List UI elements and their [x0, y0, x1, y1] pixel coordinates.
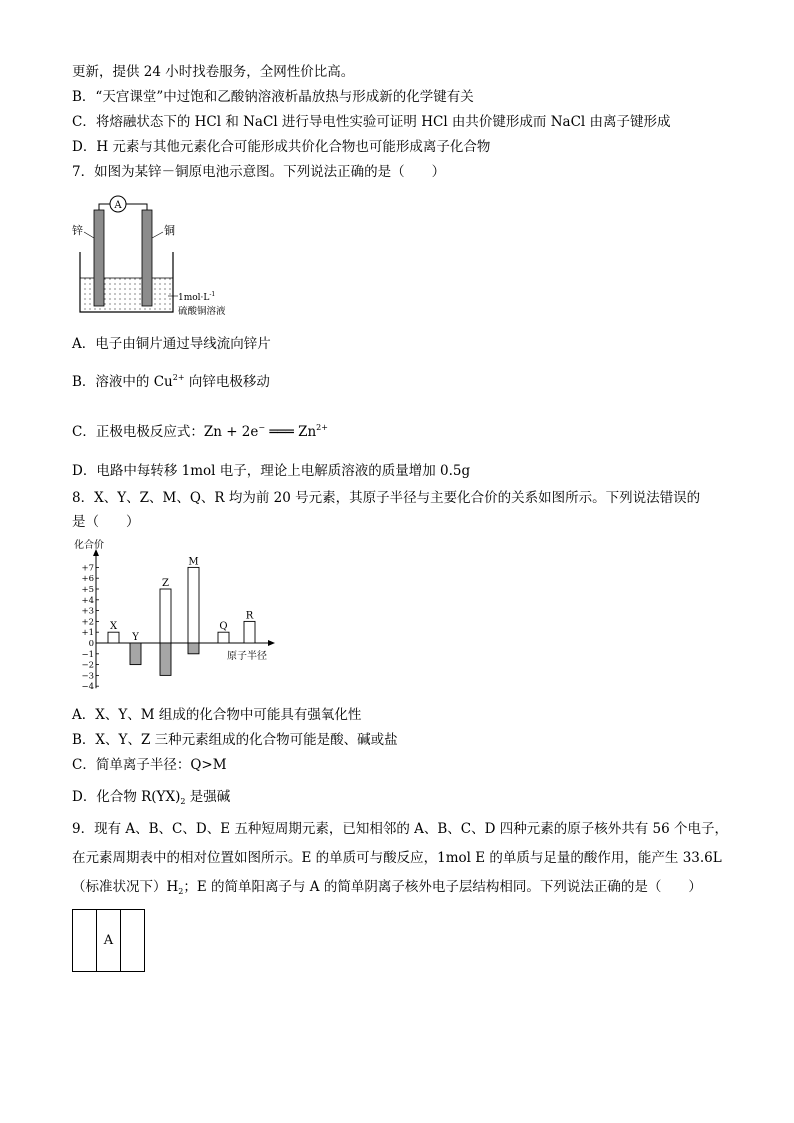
- bar-negative-z: [160, 643, 171, 675]
- galvanic-cell-figure: [68, 192, 248, 322]
- q7-c-pre: C．正极电极反应式：Zn + 2e: [72, 424, 259, 440]
- q8-option-a: A．X、Y、M 组成的化合物中可能具有强氧化性: [72, 707, 362, 723]
- concentration-label: $1mol\cdot L^{-1}$: [178, 291, 216, 303]
- y-tick-label: +2: [81, 617, 94, 628]
- q7-option-b: [72, 369, 270, 391]
- bar-positive-r: [244, 621, 255, 643]
- x-axis-arrow: [268, 640, 275, 646]
- q7-c-eq: ═══: [265, 424, 299, 440]
- element-label-m: M: [188, 556, 199, 568]
- y-tick-label: 0: [88, 639, 94, 649]
- copper-label: 铜: [164, 224, 175, 237]
- zinc-label: 锌: [72, 224, 83, 237]
- y-tick-label: +3: [81, 606, 94, 617]
- element-label-y: Y: [132, 632, 139, 643]
- bar-negative-m: [188, 643, 199, 654]
- y-axis-label: 化合价: [74, 540, 104, 551]
- y-tick-label: +1: [81, 628, 94, 639]
- bar-positive-m: [188, 567, 199, 643]
- q7-option-c: [72, 419, 328, 441]
- cell-wire: [99, 204, 110, 210]
- q8-option-b: B．X、Y、Z 三种元素组成的化合物可能是酸、碱或盐: [72, 732, 398, 748]
- q8-option-d: [72, 788, 230, 811]
- q9-line-2: 在元素周期表中的相对位置如图所示。E 的单质可与酸反应，1mol E 的单质与足量的酸作用，能产生 33.6L: [72, 850, 722, 866]
- copper-leader: [152, 232, 163, 238]
- q7-c-sup1: −: [258, 423, 266, 432]
- copper-electrode: [142, 210, 152, 306]
- periodic-position-table: [72, 909, 145, 972]
- zinc-leader: [84, 232, 94, 238]
- bar-negative-y: [130, 643, 141, 665]
- table-cell-a: A: [97, 910, 121, 971]
- valence-chart: [70, 536, 285, 696]
- bar-positive-x: [108, 632, 119, 643]
- q6-option-b: B．“天宫课堂”中过饱和乙酸钠溶液析晶放热与形成新的化学键有关: [72, 89, 474, 105]
- q9-l3-post: ；E 的简单阳离子与 A 的简单阴离子核外电子层结构相同。下列说法正确的是（ ）: [183, 879, 702, 895]
- q7-b-sup: 2+: [172, 373, 185, 382]
- q7-b-post: 向锌电极移动: [184, 374, 270, 390]
- element-label-r: R: [245, 610, 254, 622]
- y-tick-label: −2: [81, 660, 94, 671]
- q8-option-c: C．简单离子半径：Q>M: [72, 757, 227, 773]
- bar-positive-z: [160, 589, 171, 643]
- q8-d-sub: 2: [180, 797, 186, 806]
- q8-stem-1: 8．X、Y、Z、M、Q、R 均为前 20 号元素，其原子半径与主要化合价的关系如图所示。下列说法错误的: [72, 490, 701, 506]
- element-label-x: X: [109, 621, 118, 633]
- y-tick-label: −1: [81, 649, 94, 660]
- intro-line: 更新，提供 24 小时找卷服务，全网性价比高。: [72, 64, 355, 80]
- q7-c-sup2: 2+: [316, 423, 328, 432]
- q8-d-mid: (YX): [151, 789, 181, 805]
- q9-line-1: 9．现有 A、B、C、D、E 五种短周期元素，已知相邻的 A、B、C、D 四种元素的原子核外共有 56 个电子，: [72, 821, 729, 837]
- y-tick-label: −4: [81, 682, 94, 693]
- q6-option-d: D．H 元素与其他元素化合可能形成共价化合物也可能形成离子化合物: [72, 139, 491, 155]
- q8-d-post: 是强碱: [185, 789, 231, 805]
- y-tick-label: +6: [81, 574, 94, 585]
- zinc-electrode: [94, 210, 104, 306]
- element-label-q: Q: [219, 621, 228, 633]
- ammeter-label: A: [114, 200, 122, 211]
- q7-b-pre: B．溶液中的 Cu: [72, 374, 173, 390]
- q7-option-a: A．电子由铜片通过导线流向锌片: [72, 336, 271, 352]
- q7-c-post: Zn: [298, 424, 317, 440]
- q7-stem: 7．如图为某锌－铜原电池示意图。下列说法正确的是（ ）: [72, 164, 446, 180]
- y-tick-label: +7: [81, 563, 94, 574]
- x-axis-label: 原子半径: [227, 651, 267, 662]
- cell-wire-right: [126, 204, 147, 210]
- y-tick-label: +4: [81, 595, 94, 606]
- bar-positive-q: [218, 632, 229, 643]
- solution-label: 硫酸铜溶液: [178, 306, 226, 317]
- q6-option-c: C．将熔融状态下的 HCl 和 NaCl 进行导电性实验可证明 HCl 由共价键形成而 NaCl 由离子键形成: [72, 114, 671, 130]
- table-cell-empty-right: [121, 910, 144, 971]
- q9-line-3: [72, 878, 702, 901]
- q8-stem-2: 是（ ）: [72, 514, 140, 530]
- q9-l3-sub: 2: [178, 887, 184, 896]
- table-cell-empty-left: [73, 910, 97, 971]
- y-tick-label: +5: [81, 585, 94, 595]
- q7-option-d: D．电路中每转移 1mol 电子，理论上电解质溶液的质量增加 0.5g: [72, 463, 471, 479]
- y-tick-label: −3: [81, 671, 94, 682]
- q8-d-pre: D．化合物 R: [72, 789, 152, 805]
- q9-l3-pre: （标准状况下）H: [72, 879, 179, 895]
- element-label-z: Z: [162, 578, 169, 589]
